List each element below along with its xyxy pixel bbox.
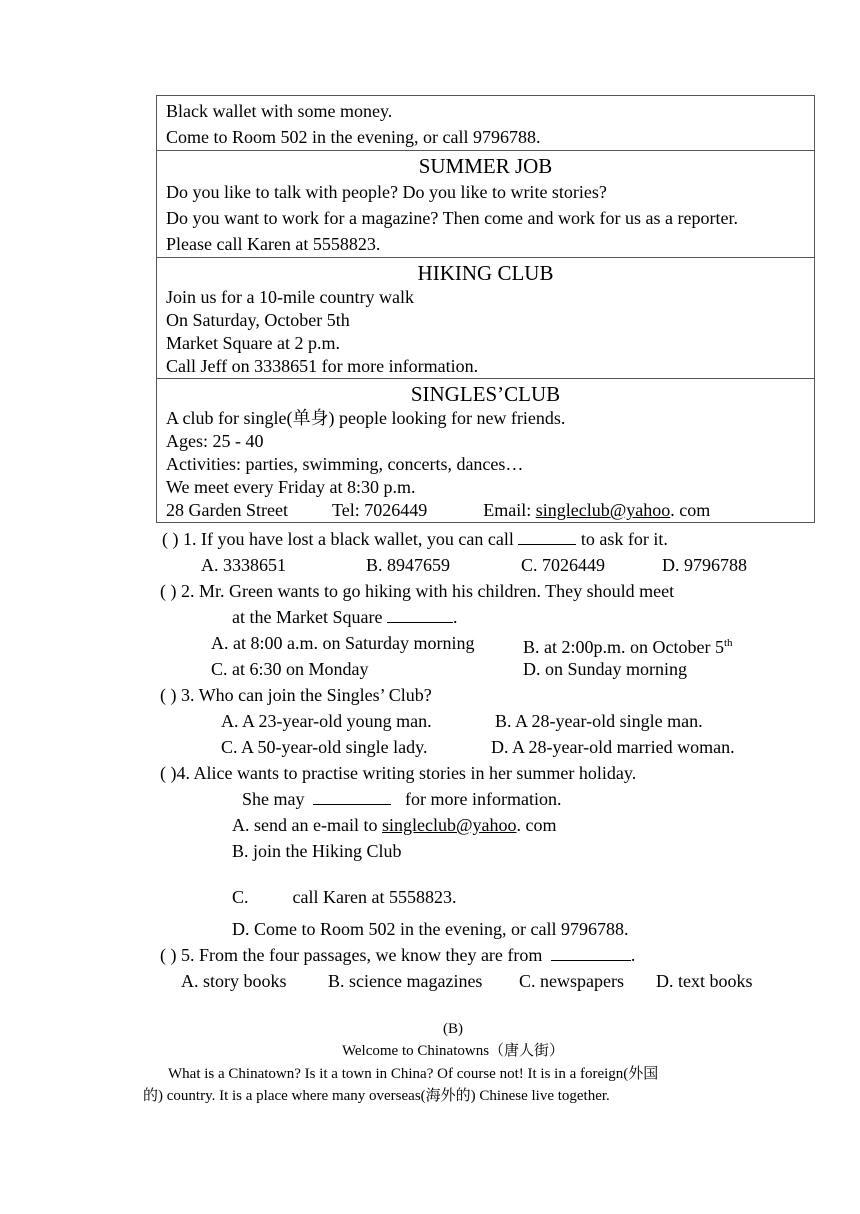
- ad-singles-email-label: Email:: [483, 500, 536, 520]
- answer-bracket[interactable]: ( ): [162, 529, 179, 549]
- ad-lost-line2: Come to Room 502 in the evening, or call 9796788.: [166, 127, 541, 147]
- ad-singles-club: [157, 379, 815, 523]
- ad-summer-job-line: Please call Karen at 5558823.: [166, 234, 381, 254]
- ad-hiking-line: On Saturday, October 5th: [166, 310, 350, 330]
- answer-blank[interactable]: [387, 604, 453, 623]
- ad-summer-job: [157, 151, 815, 258]
- ad-summer-job-line: Do you want to work for a magazine? Then come and work for us as a reporter.: [166, 208, 738, 228]
- question-2-stem: ( ) 2. Mr. Green wants to go hiking with his children. They should meet: [160, 581, 675, 601]
- q1-option-d: D. 9796788: [662, 555, 747, 575]
- ad-singles-line: Activities: parties, swimming, concerts, dances…: [166, 454, 524, 474]
- ad-lost-wallet: [157, 96, 815, 151]
- q2-option-b: B. at 2:00p.m. on October 5th: [523, 637, 733, 657]
- ad-summer-job-title: SUMMER JOB: [418, 154, 553, 178]
- q4-option-d: D. Come to Room 502 in the evening, or call 9796788.: [232, 919, 629, 939]
- question-4-stem: ( )4. Alice wants to practise writing stories in her summer holiday.: [160, 763, 637, 783]
- q5-option-a: A. story books: [181, 971, 287, 991]
- q4-option-b: B. join the Hiking Club: [232, 841, 402, 861]
- ad-hiking-club: [157, 258, 815, 379]
- question-3-stem: ( ) 3. Who can join the Singles’ Club?: [160, 685, 432, 705]
- ad-lost-line1: Black wallet with some money.: [166, 101, 393, 121]
- question-4-stem-cont: She may for more information.: [242, 786, 561, 812]
- answer-bracket[interactable]: ( ): [160, 945, 177, 965]
- question-5-stem: ( ) 5. From the four passages, we know they are from .: [160, 942, 635, 968]
- ad-summer-job-line: Do you like to talk with people? Do you like to write stories?: [166, 182, 607, 202]
- answer-bracket[interactable]: ( ): [160, 763, 177, 783]
- q3-option-b: B. A 28-year-old single man.: [495, 711, 703, 731]
- q4-email-link[interactable]: singleclub@yahoo: [381, 815, 517, 835]
- answer-bracket[interactable]: ( ): [160, 581, 177, 601]
- q1-option-c: C. 7026449: [521, 555, 606, 575]
- q5-option-c: C. newspapers: [519, 971, 624, 991]
- ad-hiking-line: Market Square at 2 p.m.: [166, 333, 340, 353]
- ad-singles-title: SINGLES’CLUB: [410, 382, 561, 406]
- ad-hiking-line: Join us for a 10-mile country walk: [166, 287, 414, 307]
- q4-option-a: A. send an e-mail to singleclub@yahoo. com: [232, 815, 557, 835]
- answer-blank[interactable]: [313, 786, 391, 805]
- q5-option-b: B. science magazines: [328, 971, 483, 991]
- q2-option-c: C. at 6:30 on Monday: [211, 659, 369, 679]
- answer-blank[interactable]: [551, 942, 631, 961]
- q3-option-c: C. A 50-year-old single lady.: [221, 737, 428, 757]
- q3-option-a: A. A 23-year-old young man.: [221, 711, 432, 731]
- section-b-label: (B): [443, 1021, 463, 1037]
- ad-hiking-line: Call Jeff on 3338651 for more information.: [166, 356, 479, 376]
- ad-singles-email-suffix: . com: [670, 500, 711, 520]
- ad-singles-contact: [166, 499, 805, 522]
- q2-option-d: D. on Sunday morning: [523, 659, 687, 679]
- section-b-title: Welcome to Chinatowns（唐人街）: [341, 1043, 565, 1059]
- answer-bracket[interactable]: ( ): [160, 685, 177, 705]
- q1-option-b: B. 8947659: [366, 555, 451, 575]
- ad-singles-tel: Tel: 7026449: [331, 500, 428, 520]
- ad-singles-line: Ages: 25 - 40: [166, 431, 264, 451]
- q5-option-d: D. text books: [656, 971, 753, 991]
- section-b-para-line2: 的) country. It is a place where many overseas(海外的) Chinese live together.: [143, 1088, 610, 1104]
- q1-option-a: A. 3338651: [201, 555, 286, 575]
- q2-option-a: A. at 8:00 a.m. on Saturday morning: [211, 633, 475, 653]
- question-2-stem-cont: at the Market Square .: [232, 604, 457, 630]
- q3-option-d: D. A 28-year-old married woman.: [491, 737, 735, 757]
- question-1-stem: ( ) 1. If you have lost a black wallet, you can call to ask for it.: [162, 526, 668, 552]
- q4-option-c: C. call Karen at 5558823.: [232, 887, 457, 907]
- ad-singles-email-link[interactable]: singleclub@yahoo: [535, 500, 671, 520]
- answer-blank[interactable]: [518, 526, 576, 545]
- ads-table: [156, 95, 815, 523]
- ad-hiking-title: HIKING CLUB: [417, 261, 554, 285]
- section-b-para-line1: What is a Chinatown? Is it a town in China? Of course not! It is in a foreign(外国: [168, 1066, 659, 1082]
- ad-singles-line: A club for single(单身) people looking for new friends.: [166, 408, 566, 428]
- ad-singles-line: We meet every Friday at 8:30 p.m.: [166, 477, 416, 497]
- ad-singles-address: 28 Garden Street: [166, 500, 288, 520]
